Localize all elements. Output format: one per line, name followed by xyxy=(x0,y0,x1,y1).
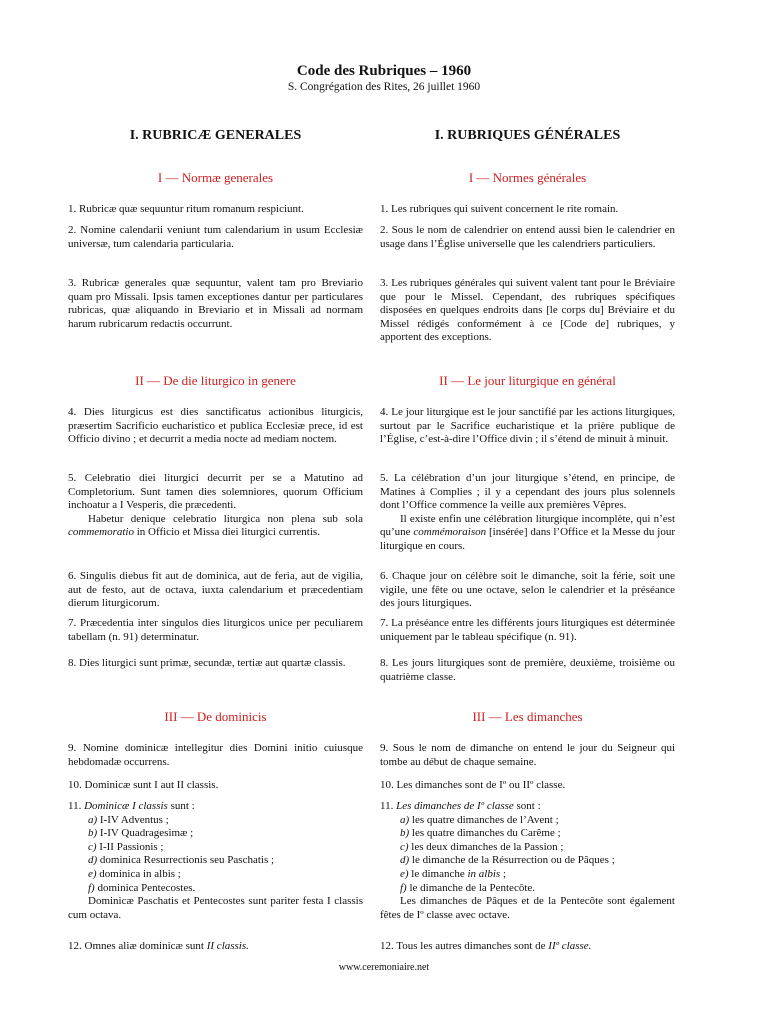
french-section-heading-1: I — Normes générales xyxy=(468,170,587,185)
list-item: a) I-IV Adventus ; xyxy=(88,813,169,826)
latin-para-2: 2. Nomine calendarii veniunt tum calendarium in usum Ecclesiæ universæ, tum calendaria particularia. xyxy=(68,224,363,250)
latin-para-3: 3. Rubricæ generales quæ sequuntur, valent tam pro Breviario quam pro Missali. Ipsis tamen exceptiones dantur per particulares rubricas, quæ aliquando in Breviario et in Missali ad normam harum rubricarum redactis occurrunt. xyxy=(68,277,363,330)
list-item: e) le dimanche in albis ; xyxy=(400,867,507,880)
french-para-9: 9. Sous le nom de dimanche on entend le jour du Seigneur qui tombe au début de chaque semaine. xyxy=(380,742,675,768)
latin-section-heading-2: II — De die liturgico in genere xyxy=(135,373,296,388)
french-para-11: 11. Les dimanches de Iº classe sont : xyxy=(380,800,541,812)
french-para-2: 2. Sous le nom de calendrier on entend aussi bien le calendrier en usage dans l’Église universelle que les calendriers particuliers. xyxy=(380,224,675,250)
latin-para-7: 7. Præcedentia inter singulos dies liturgicos unice per peculiarem tabellam (n. 91) determinatur. xyxy=(68,617,363,643)
list-item: e) dominica in albis ; xyxy=(88,867,181,880)
latin-para-11: 11. Dominicæ I classis sunt : xyxy=(68,800,195,812)
latin-para-11b: Dominicæ Paschatis et Pentecostes sunt pariter festa I classis cum octava. xyxy=(68,895,363,921)
latin-section-heading-3: III — De dominicis xyxy=(164,709,267,724)
list-item: d) le dimanche de la Résurrection ou de Pâques ; xyxy=(400,854,615,867)
list-item: c) I-II Passionis ; xyxy=(88,840,164,853)
french-section-heading-3: III — Les dimanches xyxy=(472,709,583,724)
latin-section-heading-1: I — Normæ generales xyxy=(157,170,274,185)
french-para-10: 10. Les dimanches sont de Iº ou IIº classe. xyxy=(380,779,566,791)
latin-para-6: 6. Singulis diebus fit aut de dominica, aut de feria, aut de vigilia, aut de festo, aut de octava, iuxta calendarium et præcedentiam dierum liturgicorum. xyxy=(68,570,363,610)
list-item: c) les deux dimanches de la Passion ; xyxy=(400,840,564,853)
latin-para-5: 5. Celebratio diei liturgici decurrit per se a Matutino ad Completorium. Sunt tamen dies solemniores, quorum Officium inchoatur a I Vesperis, die præcedenti. xyxy=(68,472,363,512)
french-para-6: 6. Chaque jour on célèbre soit le dimanche, soit la férie, soit une vigile, une fête ou une octave, selon le calendrier et la préséance des jours liturgiques. xyxy=(380,570,675,610)
latin-chapter-heading: I. RUBRICÆ GENERALES xyxy=(129,128,302,143)
footer-url: www.ceremoniaire.net xyxy=(338,962,430,973)
french-para-7: 7. La préséance entre les différents jours liturgiques est déterminée uniquement par le tableau spécifique (n. 91). xyxy=(380,617,675,643)
list-item: b) I-IV Quadragesimæ ; xyxy=(88,827,194,840)
french-section-heading-2: II — Le jour liturgique en général xyxy=(439,373,616,388)
french-para-5: 5. La célébration d’un jour liturgique s’étend, en principe, de Matines à Complies ; il y a cependant des jours plus solennels dont l’Office commence la veille aux premières Vêpres. xyxy=(380,472,675,512)
french-para-5b: Il existe enfin une célébration liturgique incomplète, qui n’est qu’une commémoraison [insérée] dans l’Office et la Messe du jour liturgique en cours. xyxy=(380,512,676,552)
latin-para-1: 1. Rubricæ quæ sequuntur ritum romanum respiciunt. xyxy=(68,203,304,215)
list-item: f) le dimanche de la Pentecôte. xyxy=(400,881,536,894)
list-item: f) dominica Pentecostes. xyxy=(88,881,196,894)
list-item: a) les quatre dimanches de l’Avent ; xyxy=(400,813,559,826)
latin-para-9: 9. Nomine dominicæ intellegitur dies Domini initio cuiusque hebdomadæ occurrens. xyxy=(68,742,363,768)
french-para-4: 4. Le jour liturgique est le jour sanctifié par les actions liturgiques, surtout par le Sacrifice eucharistique et la prière publique de l’Église, c’est-à-dire l’Office divin ; il s’étend de minuit à minuit. xyxy=(380,406,675,446)
latin-para-5b: Habetur denique celebratio liturgica non plena sub sola commemoratio in Officio et Missa diei liturgici currentis. xyxy=(68,512,363,539)
french-para-1: 1. Les rubriques qui suivent concernent le rite romain. xyxy=(380,203,619,215)
french-chapter-heading: I. RUBRIQUES GÉNÉRALES xyxy=(434,128,621,143)
french-para-12: 12. Tous les autres dimanches sont de IIº classe. xyxy=(380,940,592,952)
latin-para-10: 10. Dominicæ sunt I aut II classis. xyxy=(68,779,219,791)
french-para-3: 3. Les rubriques générales qui suivent valent tant pour le Bréviaire que pour le Missel. Cependant, des rubriques spécifiques disposées en quelques endroits dans [le corps du] Bréviaire et du Missel rédigés conformément à ce [Code de] rubriques, y apportent des exceptions. xyxy=(380,277,675,344)
french-para-8: 8. Les jours liturgiques sont de première, deuxième, troisième ou quatrième classe. xyxy=(380,657,675,683)
list-item: d) dominica Resurrectionis seu Paschatis ; xyxy=(88,854,275,867)
french-para-11b: Les dimanches de Pâques et de la Pentecôte sont également fêtes de Iº classe avec octave. xyxy=(380,895,675,921)
latin-para-8: 8. Dies liturgici sunt primæ, secundæ, tertiæ aut quartæ classis. xyxy=(68,657,346,669)
page-title: Code des Rubriques – 1960 xyxy=(296,63,472,79)
latin-para-12: 12. Omnes aliæ dominicæ sunt II classis. xyxy=(68,940,249,952)
list-item: b) les quatre dimanches du Carême ; xyxy=(400,827,561,840)
page-subtitle: S. Congrégation des Rites, 26 juillet 1960 xyxy=(287,81,481,93)
latin-para-4: 4. Dies liturgicus est dies sanctificatus actionibus liturgicis, præsertim Sacrificio eucharistico et publica Ecclesiæ prece, id est Officio divino ; et decurrit a media nocte ad mediam noctem. xyxy=(68,406,363,446)
